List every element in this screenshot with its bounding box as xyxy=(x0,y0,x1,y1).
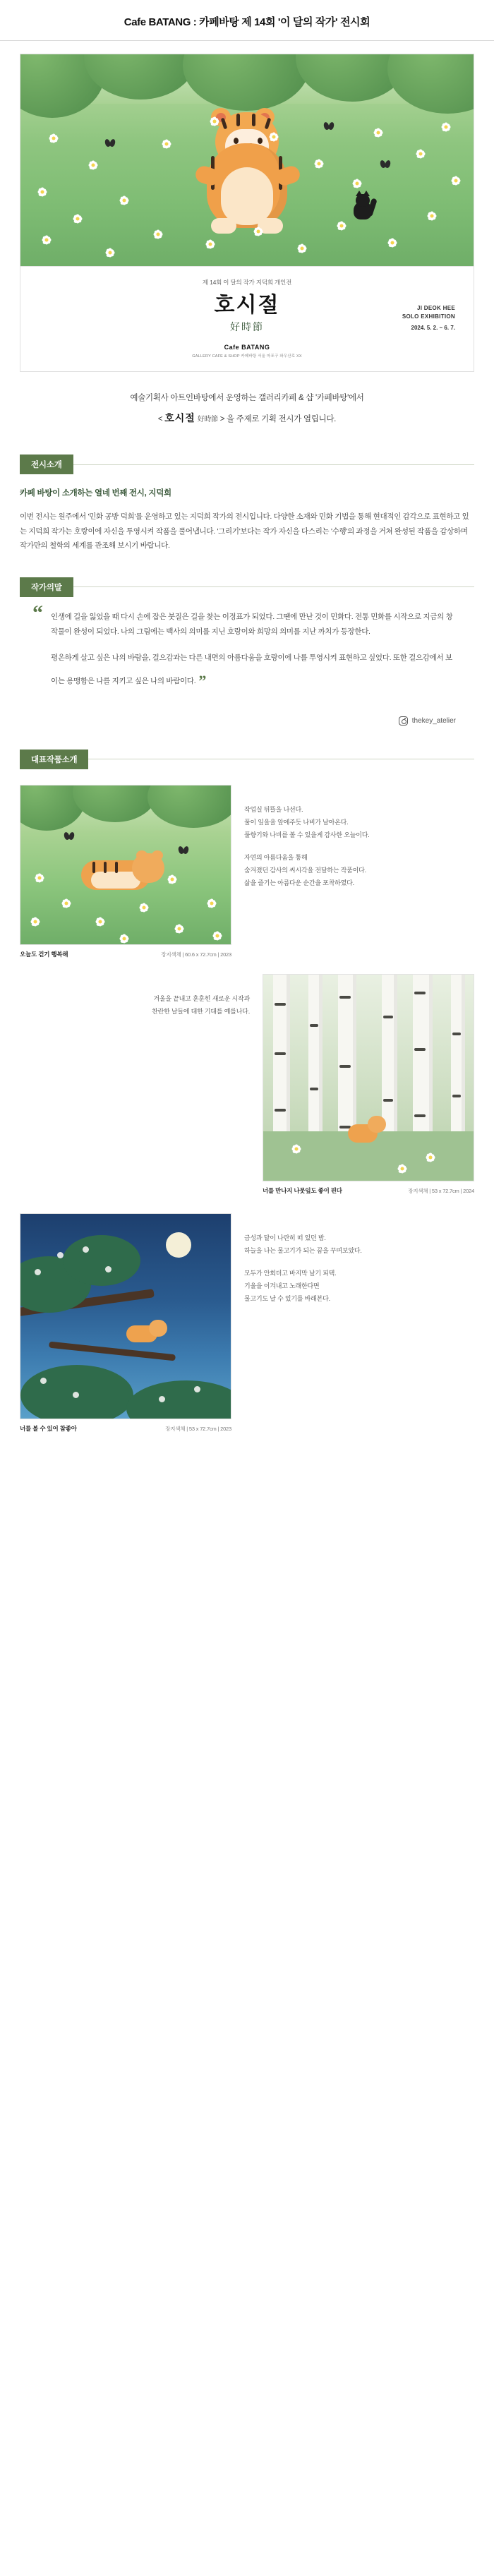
section-exhibition-intro xyxy=(0,455,494,553)
daisy-flower-icon xyxy=(207,898,217,908)
tiger-stripe xyxy=(236,114,240,126)
blossom-icon xyxy=(73,1392,79,1398)
daisy-flower-icon xyxy=(73,214,83,224)
daisy-flower-icon xyxy=(35,873,44,883)
daisy-flower-icon xyxy=(314,159,324,169)
intro-bracket-close: > 을 주제로 기획 전시가 열립니다. xyxy=(219,415,337,423)
work-image-column xyxy=(263,974,474,1195)
spacer xyxy=(244,1257,474,1267)
tiger-illustration xyxy=(194,112,300,232)
poster-exhibition-type: SOLO EXHIBITION xyxy=(402,313,455,320)
poster-meta xyxy=(402,304,455,333)
work-title: 너를 만나지 나뭇잎도 좋이 핀다 xyxy=(263,1186,342,1194)
blossom-icon xyxy=(35,1269,41,1275)
artwork-3-canvas xyxy=(20,1214,231,1419)
work-caption xyxy=(20,1424,231,1433)
work-desc-line: 물고기도 날 수 있기를 바래본다. xyxy=(244,1294,330,1302)
work-caption xyxy=(20,950,231,958)
daisy-flower-icon xyxy=(373,128,383,138)
page-header xyxy=(0,0,494,41)
blossom-icon xyxy=(194,1386,200,1392)
daisy-flower-icon xyxy=(441,122,451,132)
exhibition-lead: 카페 바탕이 소개하는 열네 번째 전시, 지덕희 xyxy=(20,489,171,498)
work-image xyxy=(263,974,474,1181)
work-caption xyxy=(263,1186,474,1195)
work-desc-line: 하늘을 나는 물고기가 되는 꿈을 꾸며보았다. xyxy=(244,1246,362,1254)
poster-section xyxy=(0,41,494,372)
daisy-flower-icon xyxy=(205,239,215,249)
poster-title: 호시절 xyxy=(214,294,280,317)
work-desc-line: 자연의 아름다움을 통해 xyxy=(244,853,308,861)
daisy-flower-icon xyxy=(416,149,426,159)
blossom-icon xyxy=(159,1396,165,1402)
heading-rule xyxy=(73,464,474,465)
butterfly-icon xyxy=(179,846,188,854)
work-description xyxy=(244,785,474,958)
section-heading xyxy=(20,577,474,597)
daisy-flower-icon xyxy=(119,195,129,205)
daisy-flower-icon xyxy=(451,176,461,186)
artwork-1-canvas xyxy=(20,786,231,944)
daisy-flower-icon xyxy=(153,229,163,239)
tiger-stripe xyxy=(252,114,255,126)
tiger-head xyxy=(149,1320,167,1337)
work-desc-line: 모두가 안회더고 바지막 날기 피택. xyxy=(244,1269,337,1277)
poster-dates: 2024. 5. 2. ~ 6. 7. xyxy=(411,325,455,332)
statement-paragraph-2-text: 평온하게 살고 싶은 나의 바람을, 걸으감과는 다른 내면의 아름다움을 호랑이에 나를 투영시켜 표현하고 싶었다. 또한 걸으감에서 보이는 용맹함은 나를 지키고 싶은 나의 바람이다. xyxy=(51,653,452,685)
work-description xyxy=(20,974,250,1195)
work-image-column xyxy=(20,785,231,958)
daisy-flower-icon xyxy=(37,187,47,197)
work-desc-line: 기울을 이겨내고 노래한다면 xyxy=(244,1282,320,1289)
daisy-flower-icon xyxy=(95,917,105,927)
foliage xyxy=(126,1380,231,1419)
intro-exhibition-hanja: 好時節 xyxy=(197,416,218,423)
work-item xyxy=(20,974,474,1195)
daisy-flower-icon xyxy=(253,227,263,236)
work-desc-line: 작업실 뒤뜰을 나선다. xyxy=(244,805,303,813)
tree-shape xyxy=(387,54,474,114)
spacer xyxy=(244,841,474,851)
tree-shape xyxy=(73,785,157,822)
section-heading xyxy=(20,455,474,474)
work-desc-line: 삶을 즐기는 아름다운 순간을 포착하였다. xyxy=(244,879,354,886)
tiger-head xyxy=(132,853,164,883)
statement-body xyxy=(20,597,474,712)
daisy-flower-icon xyxy=(337,221,347,231)
work-details: 장지색채 | 60.6 x 72.7cm | 2023 xyxy=(161,951,231,958)
daisy-flower-icon xyxy=(387,238,397,248)
tiger-eye xyxy=(258,138,263,144)
work-image xyxy=(20,1213,231,1419)
tiger-head xyxy=(368,1116,386,1133)
artwork-2-canvas xyxy=(263,975,474,1181)
work-item xyxy=(20,785,474,958)
exhibition-poster xyxy=(20,54,474,372)
butterfly-icon xyxy=(64,832,74,840)
daisy-flower-icon xyxy=(162,139,171,149)
quote-open-mark: “ xyxy=(32,601,43,625)
daisy-flower-icon xyxy=(397,1164,407,1174)
tiger-illustration xyxy=(81,853,166,893)
intro-exhibition-title: 호시절 xyxy=(164,412,195,423)
work-desc-line: 풀이 잎을을 앞에주듯 나비가 날아온다. xyxy=(244,818,349,826)
tiger-stripe xyxy=(92,862,95,873)
blossom-icon xyxy=(57,1252,64,1258)
work-details: 장지색채 | 53 x 72.7cm | 2024 xyxy=(408,1187,474,1194)
poster-info xyxy=(20,266,474,371)
blossom-icon xyxy=(40,1378,47,1384)
section-tag-works: 대표작품소개 xyxy=(20,750,88,769)
daisy-flower-icon xyxy=(269,132,279,142)
heading-rule xyxy=(73,586,474,587)
daisy-flower-icon xyxy=(139,903,149,913)
handle-text: thekey_atelier xyxy=(411,716,456,725)
daisy-flower-icon xyxy=(88,160,98,170)
section-body xyxy=(20,486,474,553)
poster-artist-name: JI DEOK HEE xyxy=(417,304,455,311)
tree-shape xyxy=(147,785,231,828)
work-desc-line: 풀향기와 나비를 볼 수 있을게 감사한 오늘이다. xyxy=(244,831,370,838)
page-title: Cafe BATANG : 카페바탕 제 14회 '이 달의 작가' 전시회 xyxy=(124,16,370,28)
tiger-foot xyxy=(211,218,236,234)
daisy-flower-icon xyxy=(105,248,115,258)
poster-address: GALLERY CAFE & SHOP 카페바탕 서울 마포구 와우산로 XX xyxy=(192,354,302,359)
work-description xyxy=(244,1213,474,1433)
tiger-stripe xyxy=(115,862,118,873)
black-cat-illustration xyxy=(354,193,375,221)
daisy-flower-icon xyxy=(427,211,437,221)
instagram-icon xyxy=(399,716,408,726)
tiger-stripe xyxy=(104,862,107,873)
daisy-flower-icon xyxy=(352,179,362,188)
daisy-flower-icon xyxy=(210,116,219,126)
tiger-belly xyxy=(221,167,273,225)
work-title: 오늘도 걷기 행복해 xyxy=(20,950,68,958)
daisy-flower-icon xyxy=(61,898,71,908)
work-title: 너를 볼 수 있어 참좋아 xyxy=(20,1424,77,1432)
daisy-flower-icon xyxy=(297,243,307,253)
poster-subtitle: 제 14회 이 달의 작가 지덕희 개인전 xyxy=(202,279,292,286)
statement-paragraph-2 xyxy=(51,651,456,697)
blossom-icon xyxy=(105,1266,112,1272)
cat-head xyxy=(356,194,370,207)
work-desc-line: 금성과 달이 나란히 떠 있던 밤. xyxy=(244,1234,326,1241)
daisy-flower-icon xyxy=(30,917,40,927)
work-details: 장지색채 | 53 x 72.7cm | 2023 xyxy=(165,1425,231,1432)
butterfly-icon xyxy=(380,160,390,168)
daisy-flower-icon xyxy=(49,133,59,143)
work-desc-line: 찬란한 날들에 대한 기대를 예를나다. xyxy=(152,1007,250,1015)
poster-artwork xyxy=(20,54,474,266)
tiger-illustration xyxy=(348,1116,385,1148)
section-heading xyxy=(20,750,474,769)
daisy-flower-icon xyxy=(212,931,222,941)
daisy-flower-icon xyxy=(291,1144,301,1154)
work-desc-line: 겨울을 끝내고 훈훈힌 새로운 시작과 xyxy=(153,994,250,1002)
foliage xyxy=(63,1235,140,1286)
exhibition-description: 이번 전시는 원주에서 '민화 공방 덕희'를 운영하고 있는 지덕희 작가의 전시입니다. 다양한 소재와 민화 기법을 통해 현대적인 감각으로 표현하고 있는 지덕희 작가는 호랑이에 자신을 투영시켜 작품을 풀어냅니다. '그리기'보다는 작가 자신을 다스리는 '수행'의 과정을 거쳐 완성된 작품을 감상하며 작가만의 철학의 세계를 관조해 보시기 바랍니다. xyxy=(20,512,469,550)
tiger-illustration xyxy=(126,1320,167,1348)
section-artist-statement xyxy=(0,577,494,726)
daisy-flower-icon xyxy=(167,874,177,884)
statement-paragraph-1: 인생에 길을 잃었을 때 다시 손에 잡은 붓질은 길을 찾는 이정표가 되었다. 그땐에 만난 것이 민화다. 전통 민화를 시작으로 지금의 창작물이 완성이 되었다. 나의 그림에는 백사의 의미를 지닌 호랑이와 희망의 의미를 지난 까치가 등장한다. xyxy=(51,612,453,636)
section-tag-statement: 작가의말 xyxy=(20,577,73,597)
butterfly-icon xyxy=(324,122,334,130)
moon-icon xyxy=(166,1232,191,1258)
quote-close-mark: ” xyxy=(198,671,207,690)
work-item xyxy=(20,1213,474,1433)
work-image xyxy=(20,785,231,945)
blossom-icon xyxy=(83,1246,89,1253)
daisy-flower-icon xyxy=(119,934,129,944)
poster-title-hanja: 好時節 xyxy=(230,323,264,333)
intro-line-2 xyxy=(28,408,466,428)
intro-bracket-open: < xyxy=(157,415,163,423)
section-featured-works xyxy=(0,750,494,1433)
intro-text xyxy=(0,372,494,431)
artist-instagram-handle[interactable] xyxy=(20,716,474,726)
butterfly-icon xyxy=(105,139,115,147)
daisy-flower-icon xyxy=(426,1152,435,1162)
work-image-column xyxy=(20,1213,231,1433)
poster-brand: Cafe BATANG xyxy=(224,344,270,351)
work-desc-line: 숨겨졌던 감사의 씨시각을 전달하는 작품이다. xyxy=(244,866,366,874)
daisy-flower-icon xyxy=(42,235,52,245)
daisy-flower-icon xyxy=(174,924,184,934)
tiger-eye xyxy=(234,138,239,144)
intro-line-1: 예술기획사 아트인바탕에서 운영하는 갤러리카페 & 샵 '카페바탕'에서 xyxy=(130,394,364,402)
section-tag-exhibition: 전시소개 xyxy=(20,455,73,474)
